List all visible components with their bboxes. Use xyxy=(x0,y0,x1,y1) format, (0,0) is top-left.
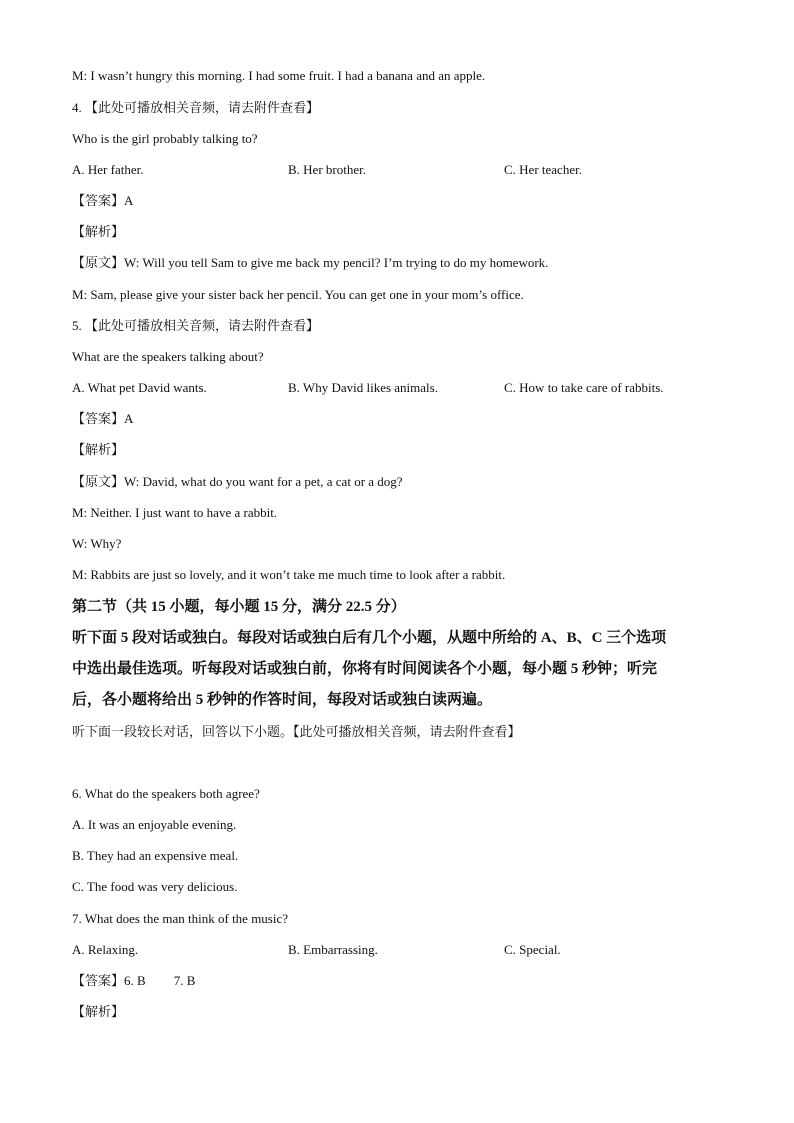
answer-6: 6. B xyxy=(124,973,146,988)
q4-option-c: C. Her teacher. xyxy=(504,162,582,177)
q7-option-b: B. Embarrassing. xyxy=(288,942,378,957)
q5-script-line: M: Rabbits are just so lovely, and it won’t take me much time to look after a rabbit. xyxy=(72,567,506,582)
section2-instruction-line: 中选出最佳选项。听每段对话或独白前，你将有时间阅读各个小题，每小题 5 秒钟；听完 xyxy=(72,661,658,677)
q5-option-c: C. How to take care of rabbits. xyxy=(504,380,664,395)
q3-dialogue-tail: M: I wasn’t hungry this morning. I had some fruit. I had a banana and an apple. xyxy=(72,68,486,83)
q7-question: 7. What does the man think of the music? xyxy=(72,911,289,926)
q4-analysis-label: 【解析】 xyxy=(72,224,125,239)
q6-option-a: A. It was an enjoyable evening. xyxy=(72,817,237,832)
section2-instruction-line: 后，各小题将给出 5 秒钟的作答时间，每段对话或独白读两遍。 xyxy=(72,692,493,708)
q4-script-line: 【原文】W: Will you tell Sam to give me back my pencil? I’m trying to do my homework. xyxy=(72,255,549,270)
answer-label: 【答案】 xyxy=(72,973,125,988)
q4-question: Who is the girl probably talking to? xyxy=(72,131,258,146)
q5-analysis-label: 【解析】 xyxy=(72,442,125,457)
q5-script-line: 【原文】W: David, what do you want for a pet, a cat or a dog? xyxy=(72,474,403,489)
q4-answer: 【答案】A xyxy=(72,193,134,208)
q6-option-b: B. They had an expensive meal. xyxy=(72,848,239,863)
q4-option-a: A. Her father. xyxy=(72,162,144,177)
q6-q7-analysis-label: 【解析】 xyxy=(72,1004,125,1019)
q5-question: What are the speakers talking about? xyxy=(72,349,264,364)
q7-option-a: A. Relaxing. xyxy=(72,942,139,957)
section2-intro: 听下面一段较长对话，回答以下小题。【此处可播放相关音频，请去附件查看】 xyxy=(72,724,521,739)
answer-7: 7. B xyxy=(173,973,196,988)
section2-title: 第二节（共 15 小题，每小题 15 分，满分 22.5 分） xyxy=(72,599,406,615)
q4-option-b: B. Her brother. xyxy=(288,162,366,177)
q7-option-c: C. Special. xyxy=(504,942,561,957)
q5-option-a: A. What pet David wants. xyxy=(72,380,207,395)
q5-script-line: W: Why? xyxy=(72,536,122,551)
q6-option-c: C. The food was very delicious. xyxy=(72,879,238,894)
section2-instruction-line: 听下面 5 段对话或独白。每段对话或独白后有几个小题，从题中所给的 A、B、C 三个选项 xyxy=(72,630,667,646)
q6-q7-answers xyxy=(72,972,195,990)
q5-script-line: M: Neither. I just want to have a rabbit. xyxy=(72,505,278,520)
q4-script-line: M: Sam, please give your sister back her pencil. You can get one in your mom’s office. xyxy=(72,287,524,302)
q5-option-b: B. Why David likes animals. xyxy=(288,380,438,395)
q6-question: 6. What do the speakers both agree? xyxy=(72,786,260,801)
q5-heading: 5. 【此处可播放相关音频，请去附件查看】 xyxy=(72,318,320,333)
q5-answer: 【答案】A xyxy=(72,411,134,426)
q4-heading: 4. 【此处可播放相关音频，请去附件查看】 xyxy=(72,100,320,115)
